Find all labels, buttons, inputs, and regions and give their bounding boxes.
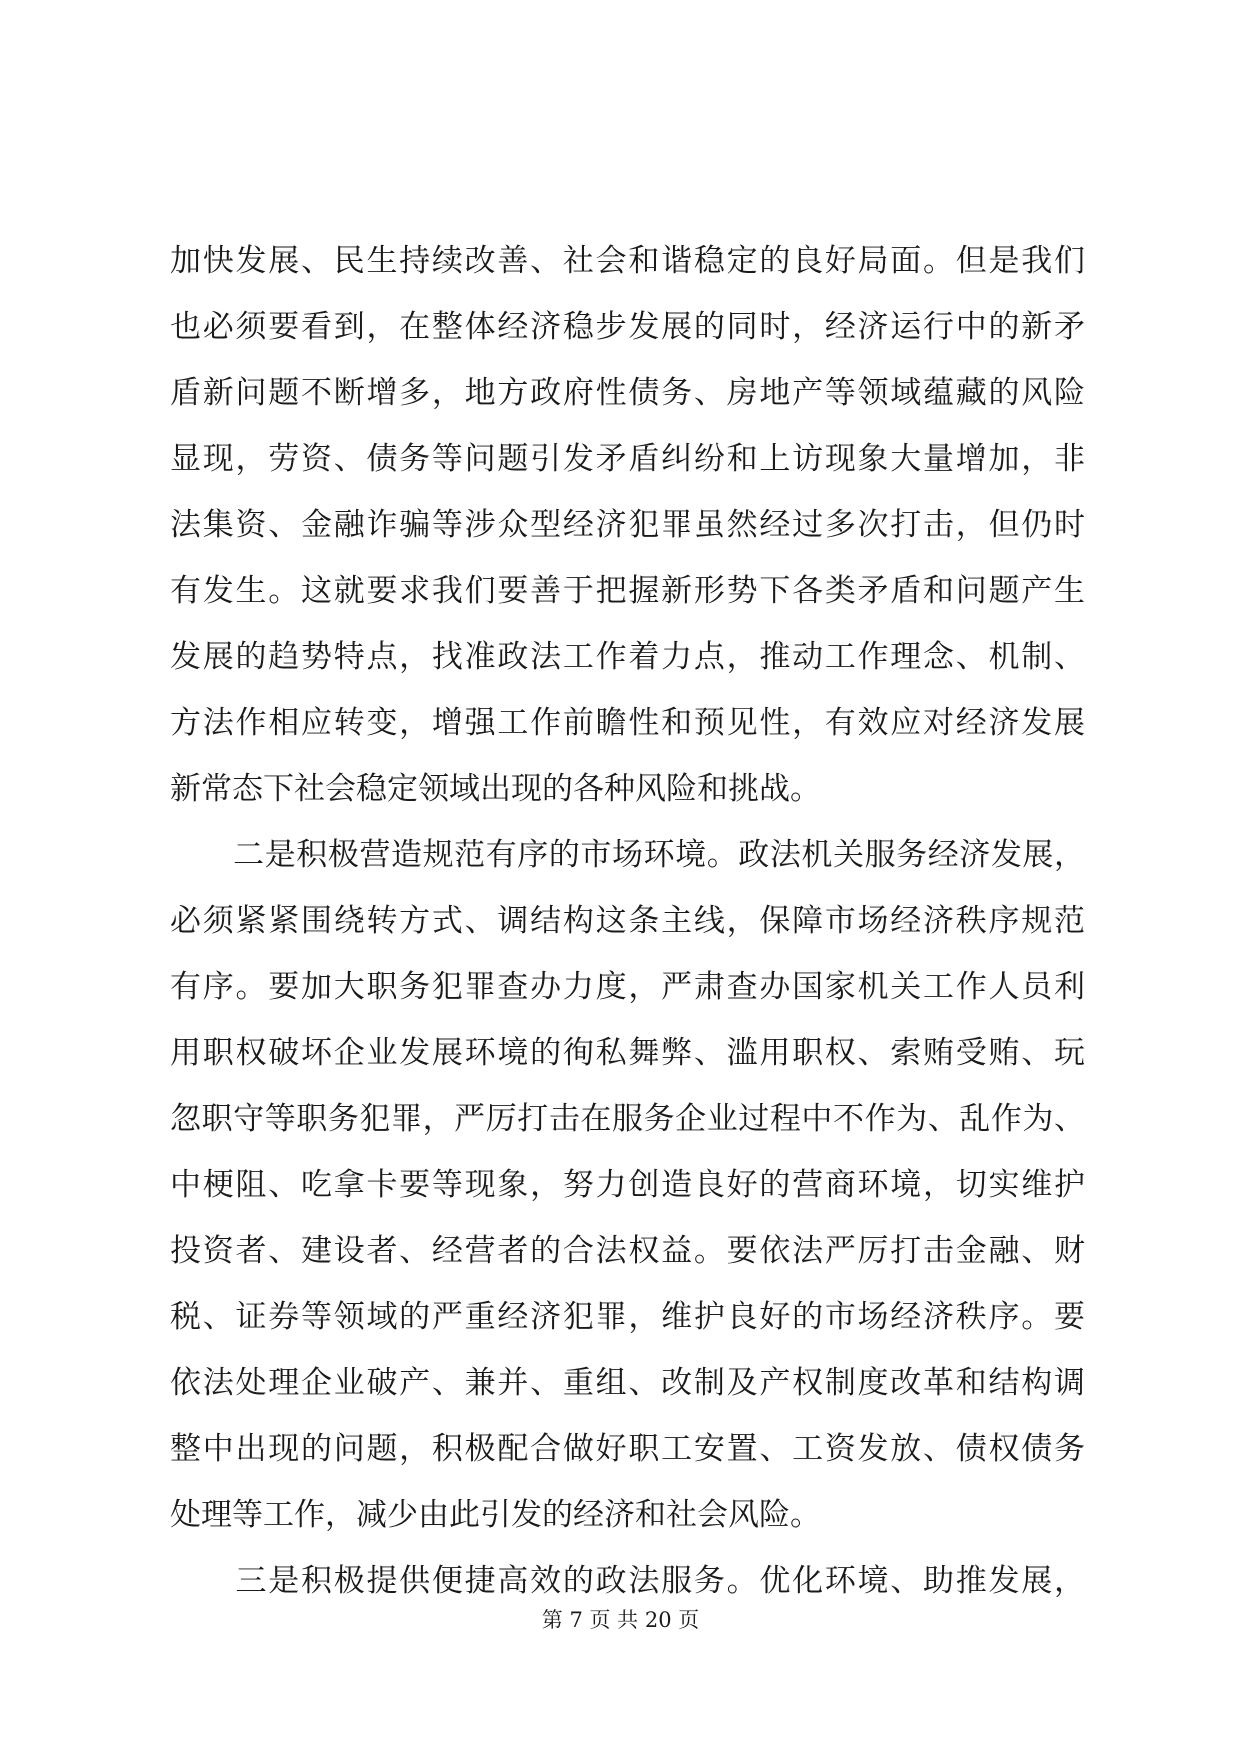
- text-line: 方法作相应转变，增强工作前瞻性和预见性，有效应对经济发展: [170, 705, 1085, 741]
- text-line: 新常态下社会稳定领域出现的各种风险和挑战。: [170, 771, 821, 807]
- text-line: 处理等工作，减少由此引发的经济和社会风险。: [170, 1497, 821, 1533]
- text-line: 税、证券等领域的严重经济犯罪，维护良好的市场经济秩序。要: [170, 1299, 1085, 1335]
- text-line: 也必须要看到，在整体经济稳步发展的同时，经济运行中的新矛: [170, 309, 1085, 345]
- body-text: [170, 228, 1085, 1614]
- text-line: 发展的趋势特点，找准政法工作着力点，推动工作理念、机制、: [170, 639, 1085, 675]
- page-footer: [0, 1605, 1241, 1635]
- text-line: 投资者、建设者、经营者的合法权益。要依法严厉打击金融、财: [170, 1233, 1085, 1269]
- text-line: 显现，劳资、债务等问题引发矛盾纠纷和上访现象大量增加，非: [170, 441, 1085, 477]
- text-line: 盾新问题不断增多，地方政府性债务、房地产等领域蕴藏的风险: [170, 375, 1085, 411]
- text-line: 依法处理企业破产、兼并、重组、改制及产权制度改革和结构调: [170, 1365, 1085, 1401]
- text-line: 中梗阻、吃拿卡要等现象，努力创造良好的营商环境，切实维护: [170, 1167, 1085, 1203]
- text-line: 二是积极营造规范有序的市场环境。政法机关服务经济发展，: [170, 837, 1085, 873]
- text-line: 法集资、金融诈骗等涉众型经济犯罪虽然经过多次打击，但仍时: [170, 507, 1085, 543]
- text-line: 用职权破坏企业发展环境的徇私舞弊、滥用职权、索贿受贿、玩: [170, 1035, 1085, 1071]
- text-line: 三是积极提供便捷高效的政法服务。优化环境、助推发展，: [170, 1563, 1085, 1599]
- text-line: 有发生。这就要求我们要善于把握新形势下各类矛盾和问题产生: [170, 573, 1085, 609]
- text-line: 必须紧紧围绕转方式、调结构这条主线，保障市场经济秩序规范: [170, 903, 1085, 939]
- page-number-label: 第 7 页 共 20 页: [541, 1608, 700, 1632]
- text-line: 加快发展、民生持续改善、社会和谐稳定的良好局面。但是我们: [170, 243, 1085, 279]
- text-line: 有序。要加大职务犯罪查办力度，严肃查办国家机关工作人员利: [170, 969, 1085, 1005]
- text-line: 忽职守等职务犯罪，严厉打击在服务企业过程中不作为、乱作为、: [170, 1101, 1085, 1137]
- text-line: 整中出现的问题，积极配合做好职工安置、工资发放、债权债务: [170, 1431, 1085, 1467]
